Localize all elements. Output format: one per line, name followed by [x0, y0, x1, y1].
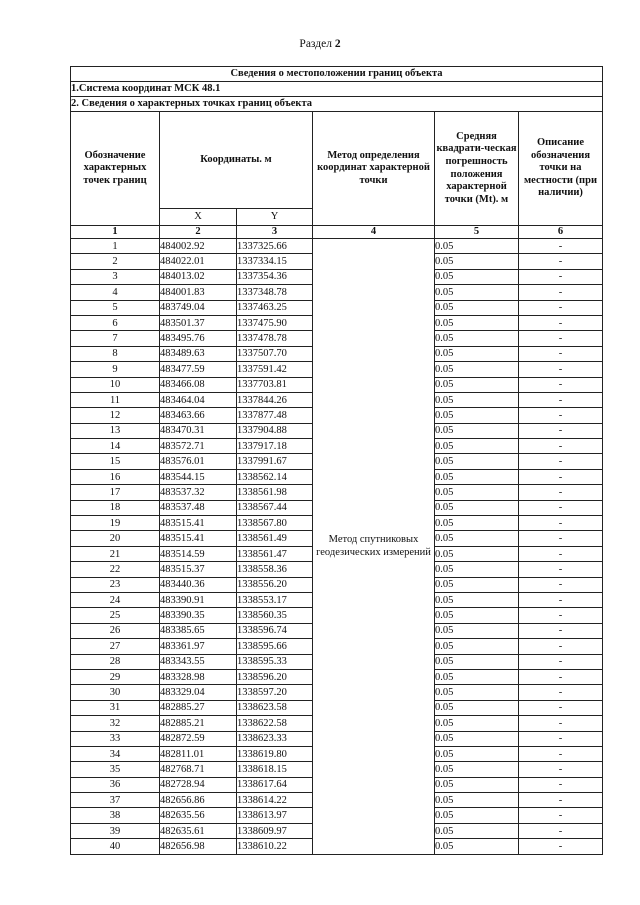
column-number: 6	[519, 226, 603, 239]
coord-y: 1338560.35	[237, 608, 313, 623]
coord-y: 1337348.78	[237, 285, 313, 300]
accuracy-value: 0.05	[435, 716, 519, 731]
coord-y: 1337507.70	[237, 346, 313, 361]
accuracy-value: 0.05	[435, 731, 519, 746]
point-description: -	[519, 793, 603, 808]
point-description: -	[519, 269, 603, 284]
accuracy-value: 0.05	[435, 793, 519, 808]
accuracy-value: 0.05	[435, 531, 519, 546]
accuracy-value: 0.05	[435, 239, 519, 254]
coord-x: 483463.66	[160, 408, 237, 423]
coord-y: 1338609.97	[237, 823, 313, 838]
point-number: 7	[71, 331, 160, 346]
point-number: 17	[71, 485, 160, 500]
point-description: -	[519, 500, 603, 515]
coord-x: 483477.59	[160, 362, 237, 377]
coord-x: 484001.83	[160, 285, 237, 300]
point-description: -	[519, 546, 603, 561]
accuracy-value: 0.05	[435, 808, 519, 823]
coord-x: 483515.41	[160, 531, 237, 546]
coord-y: 1337844.26	[237, 392, 313, 407]
coord-y: 1338613.97	[237, 808, 313, 823]
section-label: Раздел	[299, 38, 332, 50]
coord-x: 482811.01	[160, 746, 237, 761]
point-description: -	[519, 531, 603, 546]
point-description: -	[519, 746, 603, 761]
coord-x: 482768.71	[160, 762, 237, 777]
point-number: 12	[71, 408, 160, 423]
coord-x: 483576.01	[160, 454, 237, 469]
point-number: 10	[71, 377, 160, 392]
point-description: -	[519, 362, 603, 377]
point-description: -	[519, 777, 603, 792]
coord-x: 483515.41	[160, 516, 237, 531]
point-description: -	[519, 731, 603, 746]
coord-x: 482635.56	[160, 808, 237, 823]
coord-y: 1338595.66	[237, 639, 313, 654]
accuracy-value: 0.05	[435, 423, 519, 438]
point-number: 2	[71, 254, 160, 269]
point-description: -	[519, 454, 603, 469]
header-description: Описание обозначения точки на местности (при наличии)	[519, 112, 603, 226]
point-description: -	[519, 839, 603, 854]
accuracy-value: 0.05	[435, 516, 519, 531]
accuracy-value: 0.05	[435, 269, 519, 284]
coord-y: 1338561.49	[237, 531, 313, 546]
point-description: -	[519, 608, 603, 623]
point-number: 33	[71, 731, 160, 746]
accuracy-value: 0.05	[435, 408, 519, 423]
coord-y: 1337463.25	[237, 300, 313, 315]
coord-x: 483385.65	[160, 623, 237, 638]
point-number: 39	[71, 823, 160, 838]
point-description: -	[519, 285, 603, 300]
coord-y: 1337904.88	[237, 423, 313, 438]
coord-y: 1338596.20	[237, 669, 313, 684]
header-x: X	[160, 209, 237, 226]
column-number: 1	[71, 226, 160, 239]
point-number: 19	[71, 516, 160, 531]
point-description: -	[519, 685, 603, 700]
accuracy-value: 0.05	[435, 654, 519, 669]
coord-x: 483572.71	[160, 439, 237, 454]
coord-y: 1338618.15	[237, 762, 313, 777]
table-row	[71, 239, 603, 254]
point-number: 40	[71, 839, 160, 854]
point-number: 27	[71, 639, 160, 654]
point-description: -	[519, 639, 603, 654]
coord-y: 1338617.64	[237, 777, 313, 792]
accuracy-value: 0.05	[435, 439, 519, 454]
coord-y: 1338595.33	[237, 654, 313, 669]
accuracy-value: 0.05	[435, 454, 519, 469]
point-number: 1	[71, 239, 160, 254]
column-number: 5	[435, 226, 519, 239]
point-description: -	[519, 700, 603, 715]
coord-y: 1337325.66	[237, 239, 313, 254]
point-number: 18	[71, 500, 160, 515]
point-number: 29	[71, 669, 160, 684]
coord-y: 1338561.47	[237, 546, 313, 561]
point-description: -	[519, 254, 603, 269]
coord-y: 1338610.22	[237, 839, 313, 854]
point-description: -	[519, 654, 603, 669]
coord-y: 1338596.74	[237, 623, 313, 638]
point-number: 38	[71, 808, 160, 823]
point-number: 16	[71, 469, 160, 484]
accuracy-value: 0.05	[435, 700, 519, 715]
coord-x: 482635.61	[160, 823, 237, 838]
coord-x: 484022.01	[160, 254, 237, 269]
point-description: -	[519, 823, 603, 838]
header-point-designation: Обозначение характерных точек границ	[71, 112, 160, 226]
point-description: -	[519, 762, 603, 777]
header-y: Y	[237, 209, 313, 226]
coord-y: 1338561.98	[237, 485, 313, 500]
coord-y: 1338622.58	[237, 716, 313, 731]
accuracy-value: 0.05	[435, 546, 519, 561]
coord-y: 1338562.14	[237, 469, 313, 484]
accuracy-value: 0.05	[435, 685, 519, 700]
coord-y: 1338567.80	[237, 516, 313, 531]
point-description: -	[519, 423, 603, 438]
coord-y: 1337991.67	[237, 454, 313, 469]
point-description: -	[519, 300, 603, 315]
point-description: -	[519, 346, 603, 361]
point-number: 8	[71, 346, 160, 361]
point-number: 31	[71, 700, 160, 715]
point-number: 5	[71, 300, 160, 315]
accuracy-value: 0.05	[435, 500, 519, 515]
point-number: 20	[71, 531, 160, 546]
coord-y: 1337334.15	[237, 254, 313, 269]
section-number: 2	[334, 38, 341, 50]
coord-x: 482656.86	[160, 793, 237, 808]
coord-x: 483343.55	[160, 654, 237, 669]
coord-x: 482728.94	[160, 777, 237, 792]
point-number: 21	[71, 546, 160, 561]
accuracy-value: 0.05	[435, 315, 519, 330]
accuracy-value: 0.05	[435, 592, 519, 607]
column-number: 4	[313, 226, 435, 239]
point-number: 30	[71, 685, 160, 700]
coord-x: 483470.31	[160, 423, 237, 438]
column-number: 2	[160, 226, 237, 239]
section-title	[0, 38, 640, 50]
coord-system: 1.Система координат МСК 48.1	[71, 82, 603, 97]
point-description: -	[519, 669, 603, 684]
point-description: -	[519, 315, 603, 330]
accuracy-value: 0.05	[435, 562, 519, 577]
point-number: 28	[71, 654, 160, 669]
accuracy-value: 0.05	[435, 285, 519, 300]
accuracy-value: 0.05	[435, 331, 519, 346]
coord-y: 1337591.42	[237, 362, 313, 377]
table-body	[71, 239, 603, 855]
point-description: -	[519, 623, 603, 638]
accuracy-value: 0.05	[435, 485, 519, 500]
point-number: 22	[71, 562, 160, 577]
accuracy-value: 0.05	[435, 823, 519, 838]
point-description: -	[519, 331, 603, 346]
coord-x: 483537.48	[160, 500, 237, 515]
accuracy-value: 0.05	[435, 623, 519, 638]
coord-x: 483440.36	[160, 577, 237, 592]
point-description: -	[519, 439, 603, 454]
point-number: 24	[71, 592, 160, 607]
point-number: 13	[71, 423, 160, 438]
coord-y: 1338556.20	[237, 577, 313, 592]
point-number: 14	[71, 439, 160, 454]
column-number: 3	[237, 226, 313, 239]
point-number: 23	[71, 577, 160, 592]
point-number: 26	[71, 623, 160, 638]
point-number: 25	[71, 608, 160, 623]
point-number: 4	[71, 285, 160, 300]
point-description: -	[519, 577, 603, 592]
coord-y: 1338619.80	[237, 746, 313, 761]
point-description: -	[519, 485, 603, 500]
accuracy-value: 0.05	[435, 577, 519, 592]
point-number: 35	[71, 762, 160, 777]
point-description: -	[519, 808, 603, 823]
coord-x: 483514.59	[160, 546, 237, 561]
point-number: 9	[71, 362, 160, 377]
point-number: 11	[71, 392, 160, 407]
boundary-points-table	[70, 66, 603, 855]
table-title: Сведения о местоположении границ объекта	[71, 67, 603, 82]
header-coordinates: Координаты. м	[160, 112, 313, 209]
coord-x: 483495.76	[160, 331, 237, 346]
coord-y: 1337917.18	[237, 439, 313, 454]
point-description: -	[519, 716, 603, 731]
coord-x: 483361.97	[160, 639, 237, 654]
point-number: 15	[71, 454, 160, 469]
coord-y: 1338623.33	[237, 731, 313, 746]
coord-x: 483328.98	[160, 669, 237, 684]
accuracy-value: 0.05	[435, 362, 519, 377]
coord-y: 1338597.20	[237, 685, 313, 700]
accuracy-value: 0.05	[435, 469, 519, 484]
coord-y: 1338558.36	[237, 562, 313, 577]
coord-x: 483544.15	[160, 469, 237, 484]
point-description: -	[519, 562, 603, 577]
coord-x: 482872.59	[160, 731, 237, 746]
accuracy-value: 0.05	[435, 346, 519, 361]
coord-y: 1337475.90	[237, 315, 313, 330]
coord-x: 483515.37	[160, 562, 237, 577]
coord-y: 1337478.78	[237, 331, 313, 346]
point-description: -	[519, 239, 603, 254]
accuracy-value: 0.05	[435, 639, 519, 654]
point-number: 36	[71, 777, 160, 792]
coord-x: 483489.63	[160, 346, 237, 361]
accuracy-value: 0.05	[435, 608, 519, 623]
coord-y: 1338614.22	[237, 793, 313, 808]
accuracy-value: 0.05	[435, 392, 519, 407]
coord-x: 484002.92	[160, 239, 237, 254]
coord-x: 483501.37	[160, 315, 237, 330]
coord-x: 484013.02	[160, 269, 237, 284]
coord-x: 483466.08	[160, 377, 237, 392]
point-number: 6	[71, 315, 160, 330]
point-number: 37	[71, 793, 160, 808]
header-accuracy: Средняя квадрати-ческая погрешность положения характерной точки (Mt). м	[435, 112, 519, 226]
coord-x: 483329.04	[160, 685, 237, 700]
point-description: -	[519, 392, 603, 407]
coord-y: 1338623.58	[237, 700, 313, 715]
coord-x: 483390.35	[160, 608, 237, 623]
accuracy-value: 0.05	[435, 746, 519, 761]
coord-x: 482656.98	[160, 839, 237, 854]
accuracy-value: 0.05	[435, 254, 519, 269]
coord-y: 1337354.36	[237, 269, 313, 284]
point-description: -	[519, 408, 603, 423]
header-method: Метод определения координат характерной точки	[313, 112, 435, 226]
point-number: 34	[71, 746, 160, 761]
points-heading: 2. Сведения о характерных точках границ объекта	[71, 97, 603, 112]
coord-y: 1338567.44	[237, 500, 313, 515]
accuracy-value: 0.05	[435, 762, 519, 777]
coord-y: 1337703.81	[237, 377, 313, 392]
accuracy-value: 0.05	[435, 300, 519, 315]
coord-x: 482885.21	[160, 716, 237, 731]
point-description: -	[519, 592, 603, 607]
accuracy-value: 0.05	[435, 777, 519, 792]
point-description: -	[519, 377, 603, 392]
point-number: 32	[71, 716, 160, 731]
coord-x: 483749.04	[160, 300, 237, 315]
accuracy-value: 0.05	[435, 669, 519, 684]
point-description: -	[519, 516, 603, 531]
point-description: -	[519, 469, 603, 484]
coord-x: 483390.91	[160, 592, 237, 607]
method-cell: Метод спутниковых геодезических измерений	[313, 239, 435, 855]
coord-x: 483537.32	[160, 485, 237, 500]
coord-x: 482885.27	[160, 700, 237, 715]
accuracy-value: 0.05	[435, 839, 519, 854]
coord-y: 1338553.17	[237, 592, 313, 607]
accuracy-value: 0.05	[435, 377, 519, 392]
coord-y: 1337877.48	[237, 408, 313, 423]
coord-x: 483464.04	[160, 392, 237, 407]
point-number: 3	[71, 269, 160, 284]
